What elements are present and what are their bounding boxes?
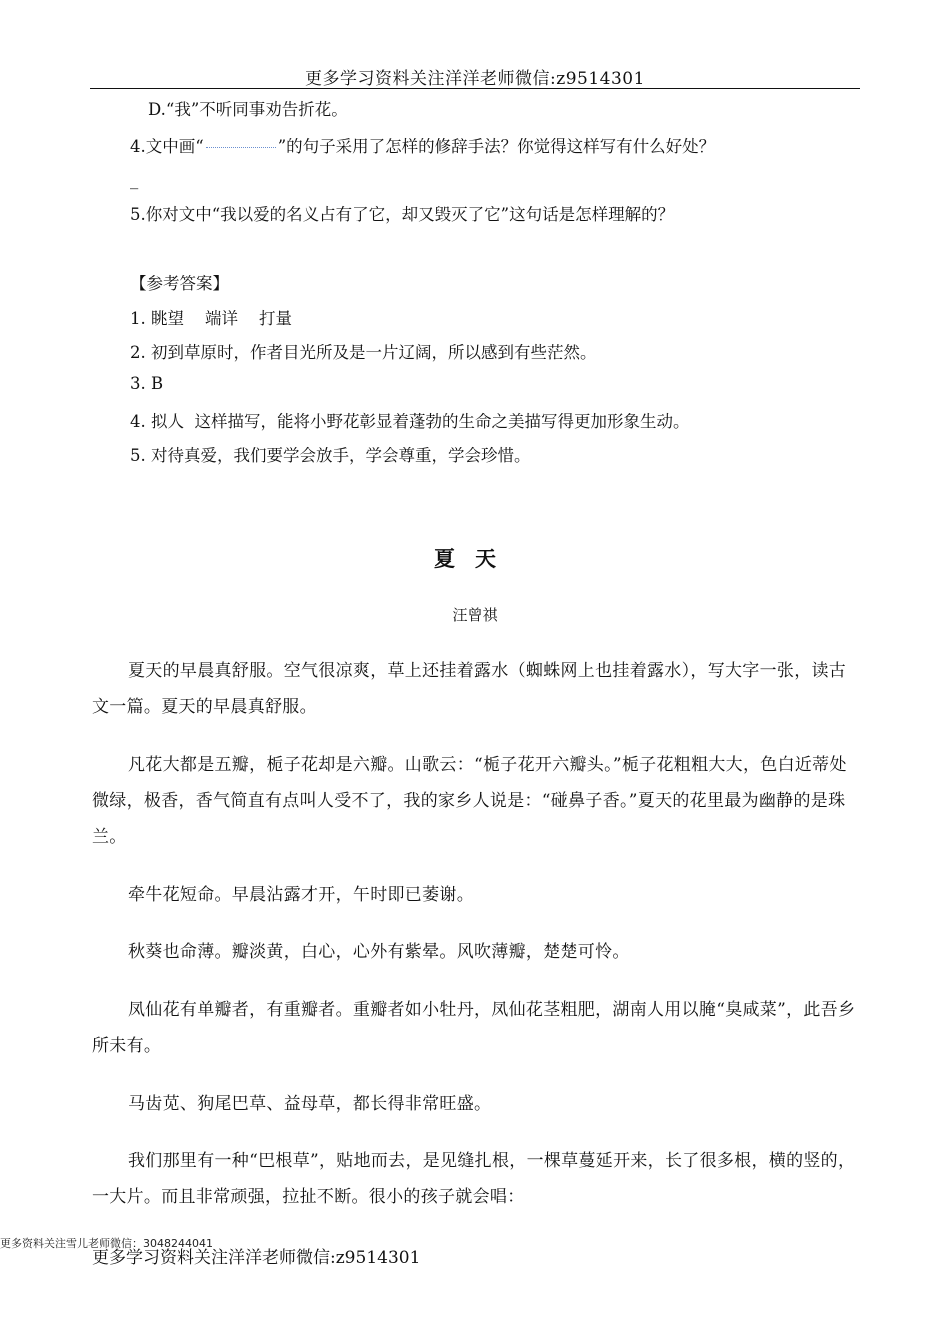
footer-watermark: 更多学习资料关注洋洋老师微信:z9514301 xyxy=(92,1248,421,1268)
article-paragraph: 凡花大都是五瓣，栀子花却是六瓣。山歌云：“栀子花开六瓣头。”栀子花粗粗大大，色白近蒂处微绿，极香，香气简直有点叫人受不了，我的家乡人说是：“碰鼻子香。”夏天的花里最为幽静的是珠兰。 xyxy=(92,755,847,847)
answer-item: 1. 眺望 端详 打量 xyxy=(130,309,292,328)
question-4-suffix: ”的句子采用了怎样的修辞手法？你觉得这样写有什么好处？ xyxy=(277,137,716,156)
article-paragraph: 牵牛花短命。早晨沾露才开，午时即已萎谢。 xyxy=(128,885,474,905)
footer-watermark-small: 更多资料关注雪儿老师微信：3048244041 xyxy=(0,1237,213,1250)
answer-item: 5. 对待真爱，我们要学会放手，学会尊重，学会珍惜。 xyxy=(130,446,531,465)
article-paragraph: 马齿苋、狗尾巴草、益母草，都长得非常旺盛。 xyxy=(128,1094,492,1114)
question-option-d: D.“我”不听同事劝告折花。 xyxy=(148,100,348,119)
article-author: 汪曾祺 xyxy=(452,606,498,624)
question-4-prefix: 4.文中画“ xyxy=(130,137,204,156)
answer-item: 4. 拟人 这样描写，能将小野花彰显着蓬勃的生命之美描写得更加形象生动。 xyxy=(130,412,690,431)
article-paragraph: 秋葵也命薄。瓣淡黄，白心，心外有紫晕。风吹薄瓣，楚楚可怜。 xyxy=(128,942,630,962)
answers-heading: 【参考答案】 xyxy=(130,274,229,293)
question-4-answer-blank: _ xyxy=(130,170,139,189)
article-paragraph: 我们那里有一种“巴根草”，贴地而去，是见缝扎根，一棵草蔓延开来，长了很多根，横的竖的，一大片。而且非常顽强，拉扯不断。很小的孩子就会唱： xyxy=(92,1151,856,1207)
header-divider xyxy=(90,88,860,89)
question-4 xyxy=(130,133,715,157)
article-paragraph: 凤仙花有单瓣者，有重瓣者。重瓣者如小牡丹，凤仙花茎粗肥，湖南人用以腌“臭咸菜”，此吾乡所未有。 xyxy=(92,1000,856,1056)
page-header: 更多学习资料关注洋洋老师微信:z9514301 xyxy=(305,69,645,89)
question-5: 5.你对文中“我以爱的名义占有了它，却又毁灭了它”这句话是怎样理解的？ xyxy=(130,205,675,224)
answer-item: 3. B xyxy=(130,374,164,393)
answer-item: 2. 初到草原时，作者目光所及是一片辽阔，所以感到有些茫然。 xyxy=(130,343,597,362)
article-title: 夏天 xyxy=(434,546,516,571)
article-paragraph: 夏天的早晨真舒服。空气很凉爽，草上还挂着露水（蜘蛛网上也挂着露水），写大字一张，读古文一篇。夏天的早晨真舒服。 xyxy=(92,661,847,717)
wavy-underline-blank xyxy=(206,147,276,148)
